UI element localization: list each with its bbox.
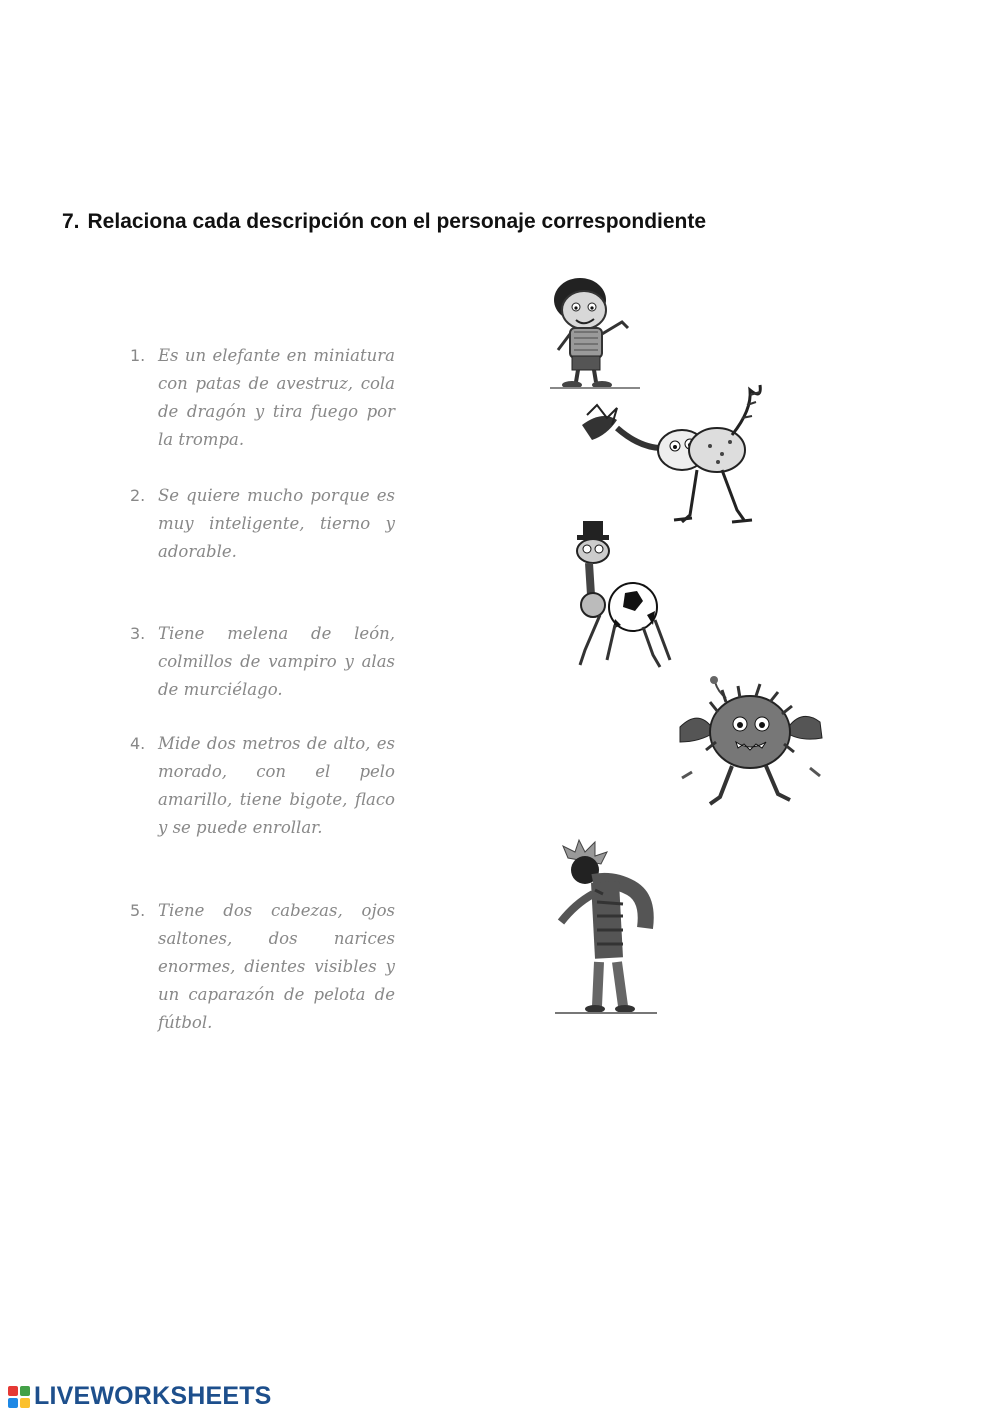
logo-square-yellow	[20, 1398, 30, 1408]
dragon-elephant-monster-icon[interactable]	[572, 380, 777, 528]
boy-character-icon[interactable]	[540, 272, 650, 392]
hairy-bat-monster-icon[interactable]	[670, 672, 830, 814]
logo-square-green	[20, 1386, 30, 1396]
football-giraffe-monster-icon[interactable]	[565, 515, 680, 675]
description-item-1	[130, 342, 395, 454]
description-item-2	[130, 482, 395, 566]
description-item-4	[130, 730, 395, 842]
tall-spiky-hair-man-icon[interactable]	[553, 838, 663, 1020]
description-number: 2.	[130, 486, 146, 505]
logo-mark-icon	[8, 1386, 30, 1408]
question-number: 7.	[62, 210, 80, 233]
liveworksheets-logo[interactable]	[8, 1382, 272, 1411]
description-number: 1.	[130, 346, 146, 365]
brand-name: LIVEWORKSHEETS	[34, 1382, 272, 1410]
description-text: Se quiere mucho porque es muy inteligente, tierno y adorable.	[158, 486, 395, 561]
description-item-5	[130, 897, 395, 1037]
description-number: 5.	[130, 901, 146, 920]
description-number: 4.	[130, 734, 146, 753]
description-text: Es un elefante en miniatura con patas de avestruz, cola de dragón y tira fuego por la trompa.	[158, 346, 395, 449]
logo-square-red	[8, 1386, 18, 1396]
description-text: Tiene dos cabezas, ojos saltones, dos narices enormes, dientes visibles y un caparazón de pelota de fútbol.	[158, 901, 395, 1032]
question-text: Relaciona cada descripción con el personaje correspondiente	[87, 210, 707, 233]
description-text: Mide dos metros de alto, es morado, con el pelo amarillo, tiene bigote, flaco y se puede enrollar.	[158, 734, 395, 837]
description-number: 3.	[130, 624, 146, 643]
question-heading	[62, 210, 706, 234]
description-text: Tiene melena de león, colmillos de vampiro y alas de murciélago.	[158, 624, 395, 699]
description-item-3	[130, 620, 395, 704]
logo-square-blue	[8, 1398, 18, 1408]
